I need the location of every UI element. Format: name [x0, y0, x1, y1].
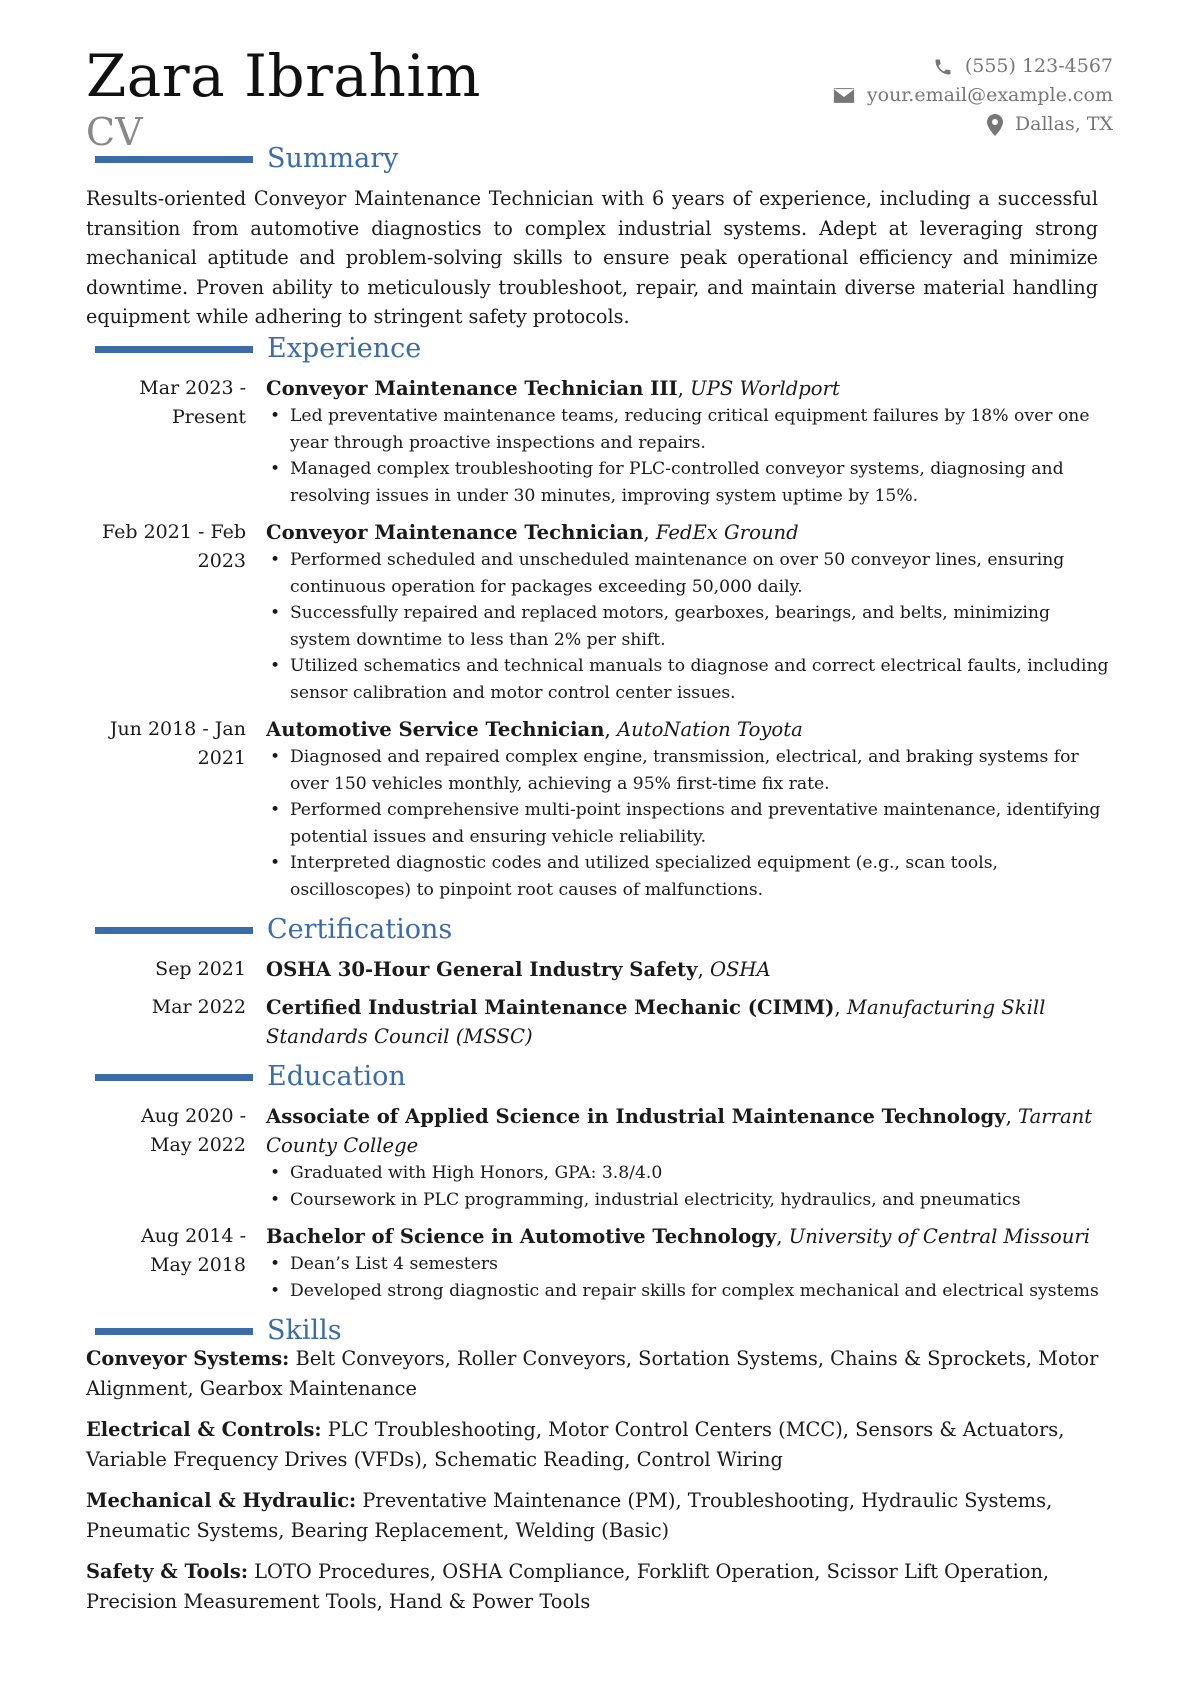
- entry-date: [86, 715, 266, 903]
- bullet-item: • Interpreted diagnostic codes and utilized specialized equipment (e.g., scan tools, oscilloscopes) to pinpoint root causes of malfunctions.: [266, 850, 1110, 903]
- entry-title: Certified Industrial Maintenance Mechanic (CIMM), Manufacturing Skill Standards Council (MSSC): [266, 996, 1046, 1048]
- email-link[interactable]: your.email@example.com: [866, 84, 1113, 106]
- bullet-item: • Led preventative maintenance teams, reducing critical equipment failures by 18% over one year through proactive inspections and repairs.: [266, 403, 1110, 456]
- date-end: 2021: [197, 747, 246, 769]
- employer: UPS Worldport: [690, 377, 840, 400]
- entry-date: Mar 2022: [151, 996, 246, 1018]
- job-title: Conveyor Maintenance Technician III: [266, 377, 678, 400]
- bullet-item: • Dean’s List 4 semesters: [266, 1251, 1110, 1278]
- section-accent-bar: [95, 1074, 253, 1081]
- summary-text: Results-oriented Conveyor Maintenance Technician with 6 years of experience, including a successful transition from automotive diagnostics to complex industrial systems. Adept at leveraging strong mechanical aptitude and problem-solving skills to ensure peak operational efficiency and minimize downtime. Proven ability to meticulously troubleshoot, repair, and maintain diverse material handling equipment while adhering to stringent safety protocols.: [86, 187, 1098, 329]
- job-title: Conveyor Maintenance Technician: [266, 521, 644, 544]
- education-entry: [86, 1222, 1110, 1304]
- skill-label: Electrical & Controls:: [86, 1418, 322, 1441]
- section-accent-bar: [95, 1328, 253, 1335]
- experience-entry: [86, 715, 1110, 903]
- envelope-icon: [833, 87, 855, 104]
- date-end: 2023: [197, 550, 246, 572]
- skill-group: [86, 1344, 1110, 1403]
- institution: University of Central Missouri: [788, 1225, 1091, 1248]
- skills-list: [86, 1344, 1110, 1628]
- entry-date: [86, 1222, 266, 1304]
- degree-title: Bachelor of Science in Automotive Technology: [266, 1225, 777, 1248]
- section-accent-bar: [95, 156, 253, 163]
- date-start: Mar 2023 -: [139, 377, 246, 399]
- issuer: OSHA: [709, 958, 771, 981]
- skill-value: Belt Conveyors, Roller Conveyors, Sortation Systems, Chains & Sprockets, Motor Alignment, Gearbox Maintenance: [86, 1347, 1099, 1400]
- bullet-item: • Successfully repaired and replaced motors, gearboxes, bearings, and belts, minimizing system downtime to less than 2% per shift.: [266, 600, 1110, 653]
- education-entry: [86, 1102, 1110, 1213]
- date-start: Aug 2014 -: [141, 1225, 246, 1247]
- employer: AutoNation Toyota: [616, 718, 803, 741]
- entry-title: Automotive Service Technician, AutoNation Toyota: [266, 718, 803, 741]
- entry-date: [86, 374, 266, 509]
- section-title-certifications: Certifications: [267, 914, 453, 945]
- skill-group: [86, 1415, 1110, 1474]
- entry-date: [86, 518, 266, 706]
- contact-block: [833, 52, 1113, 139]
- skill-value: Preventative Maintenance (PM), Troubleshooting, Hydraulic Systems, Pneumatic Systems, Bearing Replacement, Welding (Basic): [86, 1489, 1053, 1542]
- skill-label: Mechanical & Hydraulic:: [86, 1489, 357, 1512]
- bullet-item: • Performed scheduled and unscheduled maintenance on over 50 conveyor lines, ensuring continuous operation for packages exceeding 50,000 daily.: [266, 547, 1110, 600]
- section-summary-header: [95, 142, 398, 176]
- entry-title: OSHA 30-Hour General Industry Safety, OSHA: [266, 958, 771, 981]
- phone-icon: [933, 57, 953, 77]
- bullet-item: • Diagnosed and repaired complex engine, transmission, electrical, and braking systems for over 150 vehicles monthly, achieving a 95% first-time fix rate.: [266, 744, 1110, 797]
- employer: FedEx Ground: [655, 521, 799, 544]
- bullet-item: • Graduated with High Honors, GPA: 3.8/4.0: [266, 1160, 1110, 1187]
- entry-date: [86, 1102, 266, 1213]
- entry-date: Sep 2021: [155, 958, 246, 980]
- bullet-item: • Utilized schematics and technical manuals to diagnose and correct electrical faults, including sensor calibration and motor control center issues.: [266, 653, 1110, 706]
- section-certifications-header: [95, 913, 452, 947]
- job-title: Automotive Service Technician: [266, 718, 605, 741]
- section-accent-bar: [95, 927, 253, 934]
- institution: Tarrant County College: [266, 1105, 1093, 1157]
- contact-email: [833, 81, 1113, 110]
- date-start: Jun 2018 - Jan: [109, 718, 246, 740]
- section-education-header: [95, 1060, 406, 1094]
- certification-title: OSHA 30-Hour General Industry Safety: [266, 958, 698, 981]
- section-title-skills: Skills: [267, 1315, 342, 1346]
- date-start: Feb 2021 - Feb: [102, 521, 246, 543]
- candidate-name: Zara Ibrahim: [86, 42, 481, 110]
- phone-text: (555) 123-4567: [964, 55, 1113, 77]
- map-pin-icon: [987, 114, 1003, 136]
- skill-value: LOTO Procedures, OSHA Compliance, Forklift Operation, Scissor Lift Operation, Precision Measurement Tools, Hand & Power Tools: [86, 1560, 1050, 1613]
- degree-title: Associate of Applied Science in Industrial Maintenance Technology: [266, 1105, 1006, 1128]
- skill-group: [86, 1486, 1110, 1545]
- bullet-item: • Performed comprehensive multi-point inspections and preventative maintenance, identifying potential issues and ensuring vehicle reliability.: [266, 797, 1110, 850]
- entry-title: Bachelor of Science in Automotive Technology, University of Central Missouri: [266, 1225, 1091, 1248]
- section-skills-header: [95, 1314, 342, 1348]
- certification-entry: [86, 993, 1110, 1051]
- contact-location: [833, 110, 1113, 139]
- certification-title: Certified Industrial Maintenance Mechanic (CIMM): [266, 996, 835, 1019]
- date-end: Present: [172, 406, 246, 428]
- entry-title: Associate of Applied Science in Industrial Maintenance Technology, Tarrant County College: [266, 1105, 1093, 1157]
- contact-phone: [833, 52, 1113, 81]
- skill-label: Conveyor Systems:: [86, 1347, 290, 1370]
- experience-entry: [86, 374, 1110, 509]
- location-text: Dallas, TX: [1014, 113, 1113, 135]
- section-title-summary: Summary: [267, 143, 399, 174]
- issuer: Manufacturing Skill Standards Council (MSSC): [266, 996, 1046, 1048]
- skill-group: [86, 1557, 1110, 1616]
- bullet-item: • Managed complex troubleshooting for PLC-controlled conveyor systems, diagnosing and resolving issues in under 30 minutes, improving system uptime by 15%.: [266, 456, 1110, 509]
- certification-entry: [86, 955, 1110, 984]
- date-start: Aug 2020 -: [141, 1105, 246, 1127]
- entry-title: Conveyor Maintenance Technician III, UPS Worldport: [266, 377, 840, 400]
- section-title-experience: Experience: [267, 333, 422, 364]
- section-experience-header: [95, 332, 421, 366]
- document-subtitle: CV: [86, 110, 143, 154]
- date-end: May 2018: [150, 1254, 246, 1276]
- bullet-item: • Developed strong diagnostic and repair skills for complex mechanical and electrical systems: [266, 1278, 1110, 1305]
- section-accent-bar: [95, 346, 253, 353]
- date-end: May 2022: [150, 1134, 246, 1156]
- entry-title: Conveyor Maintenance Technician, FedEx Ground: [266, 521, 799, 544]
- bullet-item: • Coursework in PLC programming, industrial electricity, hydraulics, and pneumatics: [266, 1187, 1110, 1214]
- section-title-education: Education: [267, 1061, 406, 1092]
- experience-entry: [86, 518, 1110, 706]
- skill-value: PLC Troubleshooting, Motor Control Centers (MCC), Sensors & Actuators, Variable Frequency Drives (VFDs), Schematic Reading, Control Wiring: [86, 1418, 1065, 1471]
- skill-label: Safety & Tools:: [86, 1560, 248, 1583]
